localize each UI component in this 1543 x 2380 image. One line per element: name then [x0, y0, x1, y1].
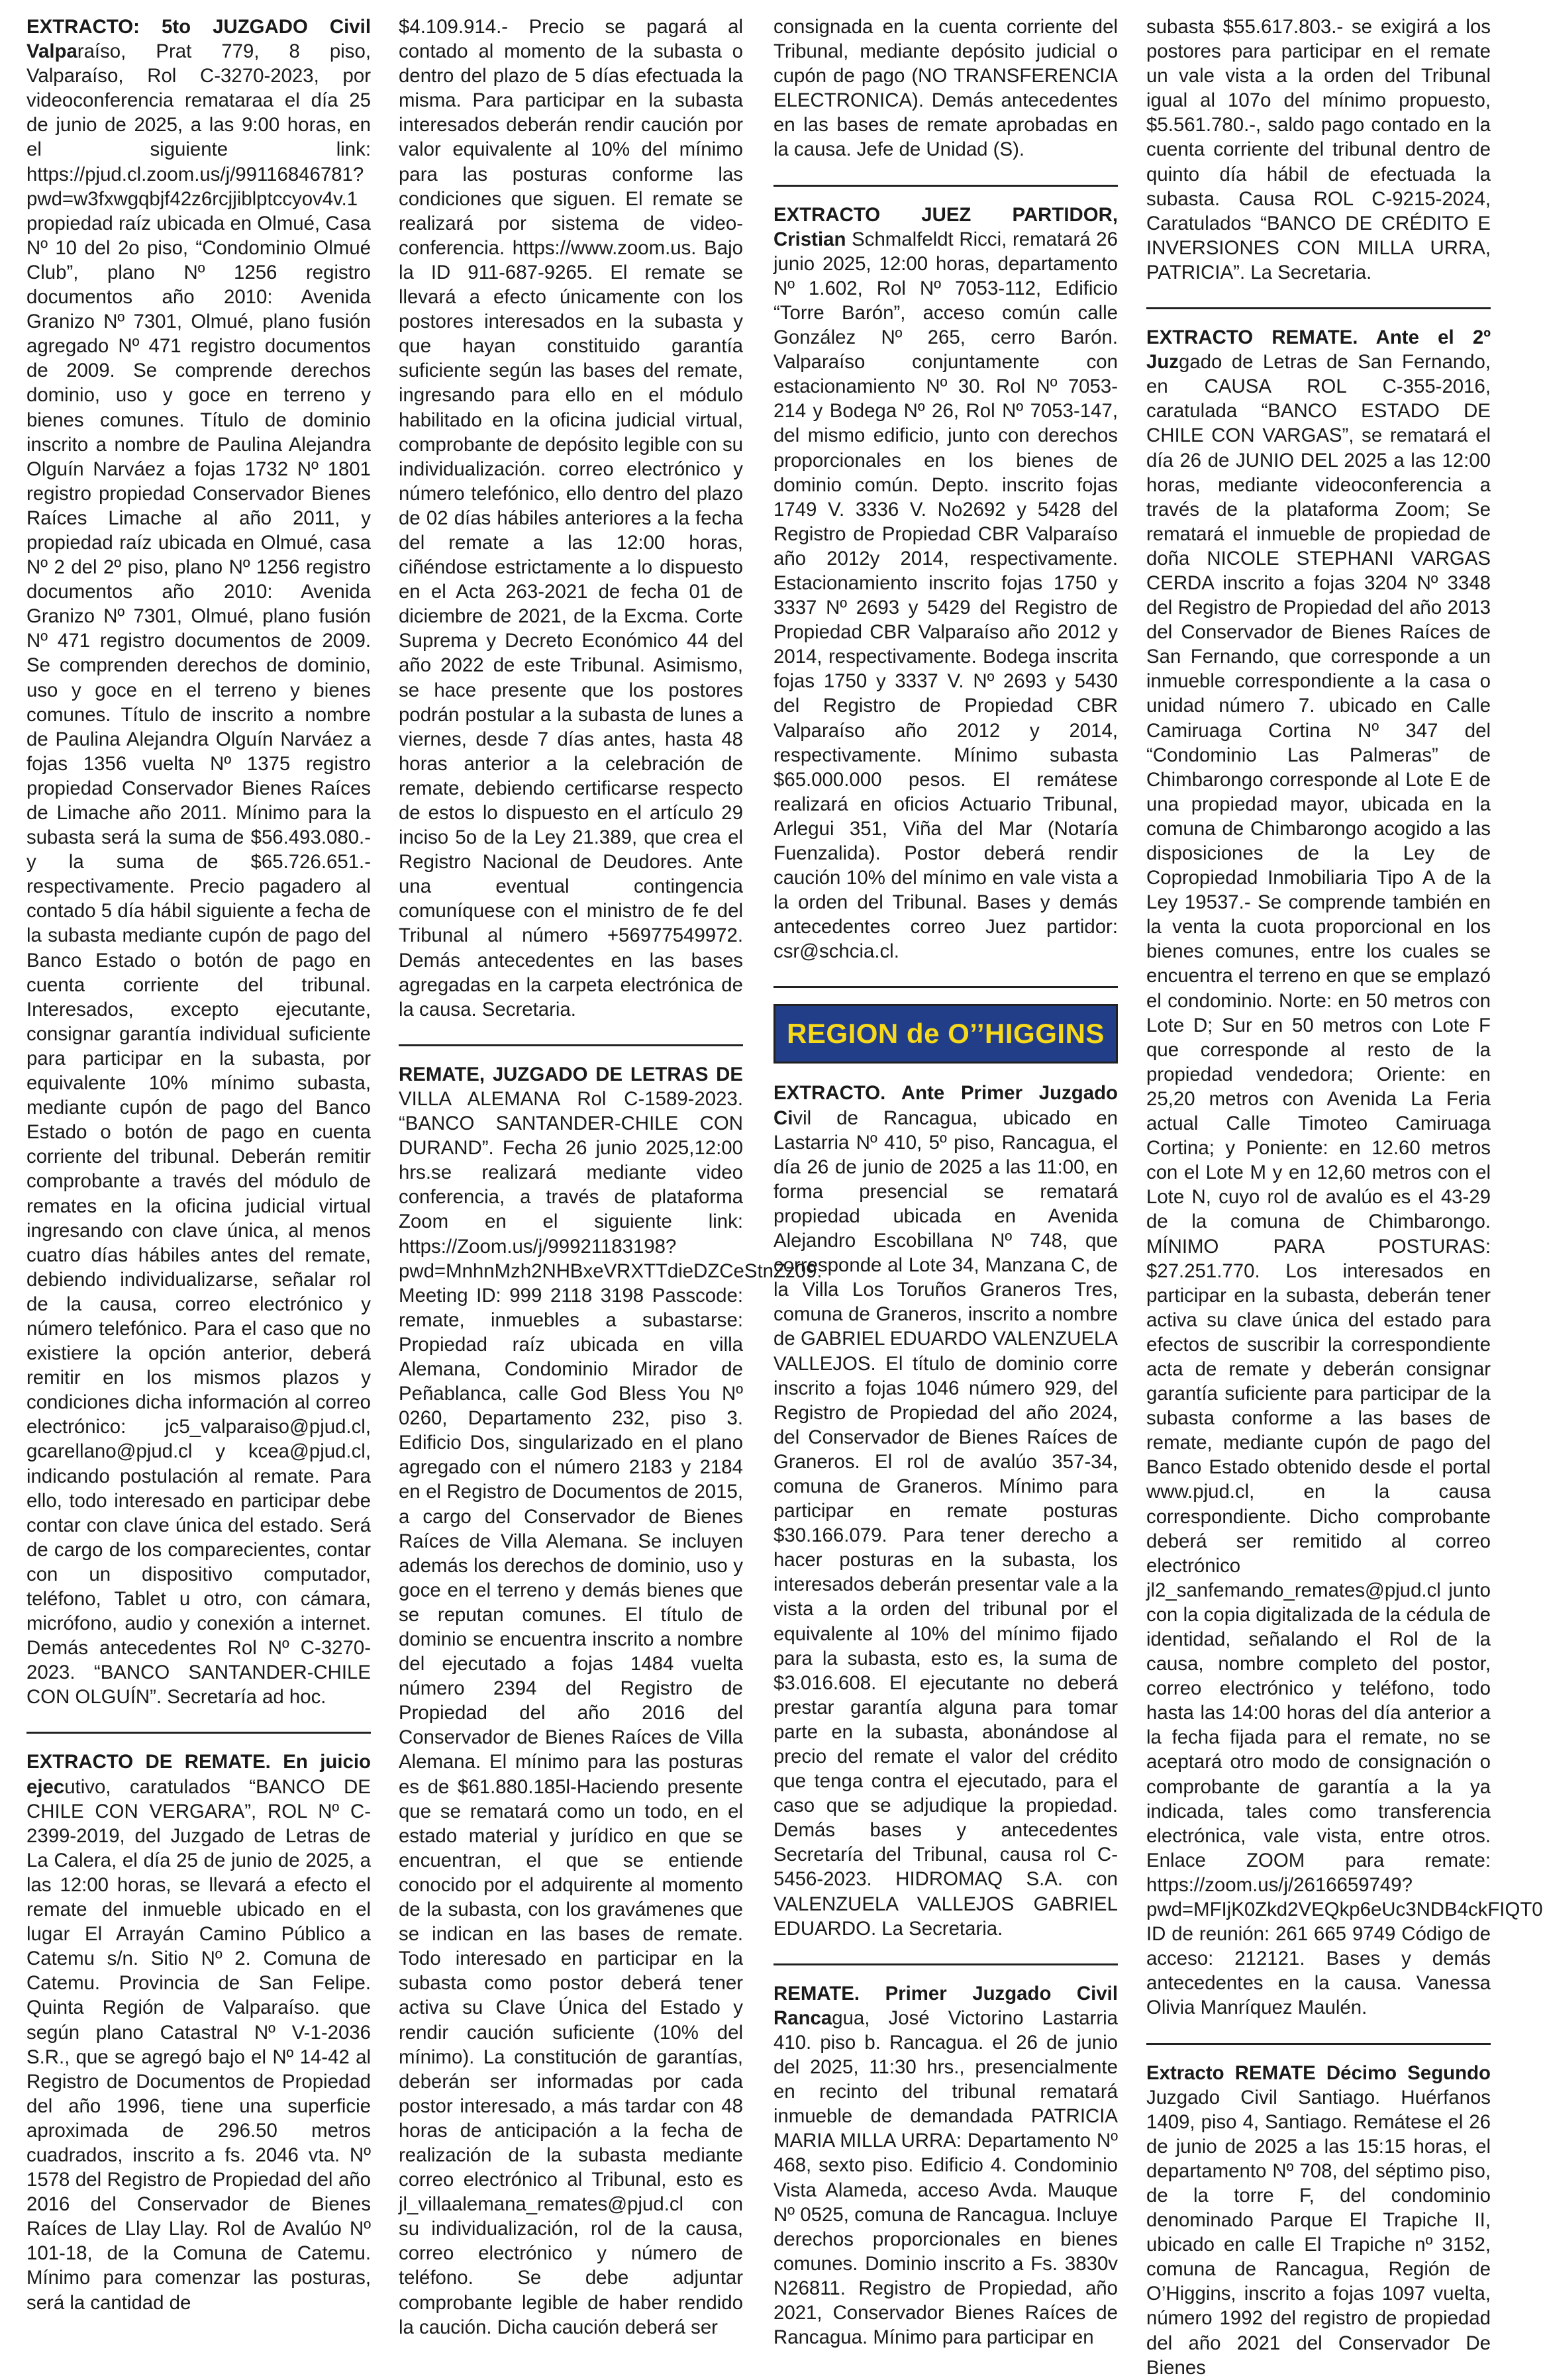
notice: [773, 1081, 1118, 1940]
notice-heading: REMATE, JUZGADO DE LETRAS DE: [399, 1063, 743, 1085]
divider: [773, 986, 1118, 988]
notice-body: raíso, Prat 779, 8 piso, Valparaíso, Rol C-3270-2023, por videoconferencia remataraa el día 25 de junio de 2025, a las 9:00 horas, en el siguiente link: https://pjud.cl.zoom.us/j/99116846781?pwd=w3fxwgqbjf42z6rcjjiblptccyov4v.1 propiedad raíz ubicada en Olmué, Casa Nº 10 del 2o piso, “Condominio Olmué Club”, plano Nº 1256 registro documentos año 2010: Avenida Granizo Nº 7301, Olmué, plano fusión agregado Nº 471 registro documentos de 2009. Se comprende derechos dominio, uso y goce en terreno y bienes comunes. Título de dominio inscrito a nombre de Paulina Alejandra Olguín Narváez a fojas 1732 Nº 1801 registro propiedad Conservador Bienes Raíces Limache al año 2011, y propiedad raíz ubicada en Olmué, casa Nº 2 del 2º piso, plano Nº 1256 registro documentos año 2010: Avenida Granizo Nº 7301, Olmué, plano fusión Nº 471 registro documentos de 2009. Se comprenden derechos de dominio, uso y goce en el terreno y bienes comunes. Título de inscrito a nombre de Paulina Alejandra Olguín Narváez a fojas 1356 vuelta Nº 1375 registro propiedad Conservador Bienes Raíces de Limache año 2011. Mínimo para la subasta será la suma de $56.493.080.- y la suma de $65.726.651.- respectivamente. Precio pagadero al contado 5 día hábil siguiente a fecha de la subasta mediante cupón de pago del Banco Estado o botón de pago en cuenta corriente del tribunal. Interesados, excepto ejecutante, consignar garantía individual suficiente para participar en la subasta, por equivalente 10% mínimo subasta, mediante cupón de pago del Banco Estado o botón de pago en cuenta corriente del tribunal. Deberán remitir comprobante a través del módulo de remates en la oficina judicial virtual ingresando con clave única, al menos cuatro días hábiles antes del remate, debiendo individualizarse, señalar rol de la causa, correo electrónico y número telefónico. Para el caso que no existiere la opción anterior, deberá remitir en los mismos plazos y condiciones dicha información al correo electrónico: jc5_valparaiso@pjud.cl, gcarellano@pjud.cl y kcea@pjud.cl, indicando postulación al remate. Para ello, todo interesado en participar debe contar con clave única del estado. Será de cargo de los comparecientes, contar con un dispositivo computador, teléfono, Tablet u otro, con cámara, micrófono, audio y conexión a internet. Demás antecedentes Rol Nº C-3270-2023. “BANCO SANTANDER-CHILE CON OLGUÍN”. Secretaría ad hoc.: [26, 40, 371, 1709]
column-1: [26, 15, 371, 2314]
notice-body: utivo, caratulados “BANCO DE CHILE CON VERGARA”, ROL Nº C-2399-2019, del Juzgado de Letras de La Calera, el día 25 de junio de 2025, a las 12:00 horas, se llevará a efecto el remate del inmueble ubicado en el lugar El Arrayán Camino Público a Catemu s/n. Sitio Nº 2. Comuna de Catemu. Provincia de San Felipe. Quinta Región de Valparaíso. que según plano Catastral Nº V-1-2036 S.R., que se agregó bajo el Nº 14-42 al Registro de Documentos de Propiedad del año 1996, tiene una superficie aproximada de 296.50 metros cuadrados, inscrito a fs. 2046 vta. Nº 1578 del Registro de Propiedad del año 2016 del Conservador de Bienes Raíces de Llay Llay. Rol de Avalúo Nº 101-18, de la Comuna de Catemu. Mínimo para comenzar las posturas, será la cantidad de: [26, 1775, 371, 2314]
notice: [1146, 15, 1491, 285]
notice-body: Juzgado Civil Santiago. Huérfanos 1409, piso 4, Santiago. Remátese el 26 de junio de 2025 a las 15:15 horas, el departamento Nº 708, del séptimo piso, de la torre F, del condominio denominado Parque El Trapiche II, ubicado en calle El Trapiche nº 3152, comuna de Rancagua, Región de O’Higgins, inscrito a fojas 1097 vuelta, número 1992 del registro de propiedad del año 2021 del Conservador De Bienes: [1146, 2086, 1491, 2379]
notice: [773, 15, 1118, 162]
notice: [773, 203, 1118, 964]
notice-heading: REMATE. Primer Juzgado Civil Ranca: [773, 1982, 1118, 2029]
notice-body: Schmalfeldt Ricci, rematará 26 junio 2025, 12:00 horas, departamento Nº 1.602, Rol Nº 7053-112, Edificio “Torre Barón”, acceso común calle González Nº 265, cerro Barón. Valparaíso conjuntamente con estacionamiento Nº 30. Rol Nº 7053-214 y Bodega Nº 26, Rol Nº 7053-147, del mismo edificio, junto con derechos proporcionales en los bienes de dominio común. Depto. inscrito fojas 1749 V. 3336 V. No2692 y 5428 del Registro de Propiedad CBR Valparaíso año 2012y 2014, respectivamente. Estacionamiento inscrito fojas 1750 y 3337 Nº 2693 y 5429 del Registro de Propiedad CBR Valparaíso año 2012 y 2014, respectivamente. Bodega inscrita fojas 1750 y 3337 V. Nº 2693 y 5430 del Registro de Propiedad CBR Valparaíso año 2012 y 2014, respectivamente. Mínimo subasta $65.000.000 pesos. El remátese realizará en oficios Actuario Tribunal, Arlegui 351, Viña del Mar (Notaría Fuenzalida). Postor deberá rendir caución 10% del mínimo en vale vista a la orden del Tribunal. Bases y demás antecedentes correo Juez partidor: csr@schcia.cl.: [773, 228, 1118, 963]
notice: [26, 1750, 371, 2314]
notice-body: VILLA ALEMANA Rol C-1589-2023. “BANCO SANTANDER-CHILE CON DURAND”. Fecha 26 junio 2025,12:00 hrs.se realizará mediante video conferencia, a través de plataforma Zoom en el siguiente link: https://Zoom.us/j/99921183198?pwd=MnhnMzh2NHBxeVRXTTdieDZCeStnZz09. Meeting ID: 999 2118 3198 Passcode: remate, inmuebles a subastarse: Propiedad raíz ubicada en villa Alemana, Condominio Mirador de Peñablanca, calle God Bless You Nº 0260, Departamento 232, piso 3. Edificio Dos, singularizado en el plano agregado con el número 2183 y 2184 en el Registro de Documentos de 2015, a cargo del Conservador de Bienes Raíces de Villa Alemana. Se incluyen además los derechos de dominio, uso y goce en el terreno y demás bienes que se reputan comunes. El título de dominio se encuentra inscrito a nombre del ejecutado a fojas 1484 vuelta número 2394 del Registro de Propiedad del año 2016 del Conservador de Bienes Raíces de Villa Alemana. El mínimo para las posturas es de $61.880.185l-Haciendo presente que se rematará como un todo, en el estado material y jurídico en que se encuentran, el que se entiende conocido por el adquirente al momento de la subasta, con los gravámenes que se indican en las bases de remate. Todo interesado en participar en la subasta como postor deberá tener activa su Clave Única del Estado y rendir caución suficiente (10% del mínimo). La constitución de garantías, deberán ser informadas por cada postor interesado, a más tardar con 48 horas de anticipación a la fecha de realización de la subasta mediante correo electrónico al Tribunal, esto es jl_villaalemana_remates@pjud.cl con su individualización, rol de la causa, correo electrónico y número de teléfono. Se debe adjuntar comprobante legible de haber rendido la caución. Dicha caución deberá ser: [399, 1087, 822, 2338]
notice-heading: EXTRACTO: 5to JUZGADO Civil Valpa: [26, 16, 371, 63]
column-3: [773, 15, 1118, 2349]
notice-body: consignada en la cuenta corriente del Tribunal, mediante depósito judicial o cupón de pago (NO TRANSFERENCIA ELECTRONICA). Demás antecedentes en las bases de remate aprobadas en la causa. Jefe de Unidad (S).: [773, 16, 1118, 161]
divider: [1146, 307, 1491, 309]
notice: [399, 1062, 822, 2340]
column-2: [399, 15, 822, 2338]
notice: [399, 15, 743, 1022]
notice: [773, 1981, 1118, 2350]
region-banner: REGION de O’’HIGGINS: [773, 1004, 1118, 1064]
notice-heading: EXTRACTO. Ante Primer Juzgado Ci: [773, 1082, 1118, 1129]
notice-body: $4.109.914.- Precio se pagará al contado al momento de la subasta o dentro del plazo de 5 días efectuada la misma. Para participar en la subasta interesados deberán rendir caución por valor equivalente al 10% del mínimo para las posturas conforme las condiciones que siguen. El remate se realizará por sistema de video-conferencia. https://www.zoom.us. Bajo la ID 911-687-9265. El remate se llevará a efecto únicamente con los postores interesados en la subasta y que hayan constituido garantía suficiente según las bases del remate, ingresando para ello en el módulo habilitado en la oficina judicial virtual, comprobante de depósito legible con su individualización. correo electrónico y número telefónico, ello dentro del plazo de 02 días hábiles anteriores a la fecha del remate a las 12:00 horas, ciñéndose estrictamente a lo dispuesto en el Acta 263-2021 de fecha 01 de diciembre de 2021, de la Excma. Corte Suprema y Decreto Económico 44 del año 2022 de este Tribunal. Asimismo, se hace presente que los postores podrán postular a la subasta de lunes a viernes, desde 7 días antes, hasta 48 horas anterior a la celebración de remate, debiendo certificarse respecto de estos lo dispuesto en el artículo 29 inciso 5o de la Ley 21.389, que crea el Registro Nacional de Deudores. Ante una eventual contingencia comuníquese con el ministro de fe del Tribunal al número +56977549972. Demás antecedentes en las bases agregadas en la carpeta electrónica de la causa. Secretaria.: [399, 16, 743, 1020]
divider: [773, 1963, 1118, 1965]
column-4: [1146, 15, 1543, 2379]
notice: [1146, 2061, 1491, 2380]
notice: [1146, 325, 1543, 2020]
notice-heading: EXTRACTO DE REMATE. En juicio ejec: [26, 1751, 371, 1798]
notice-body: subasta $55.617.803.- se exigirá a los postores para participar en el remate un vale vista a la orden del Tribunal igual al 107o del mínimo propuesto, $5.561.780.-, saldo pago contado en la cuenta corriente del tribunal dentro de quinto día hábil de efectuada la subasta. Causa ROL C-9215-2024, Caratulados “BANCO DE CRÉDITO E INVERSIONES CON MILLA URRA, PATRICIA”. La Secretaria.: [1146, 16, 1491, 283]
divider: [399, 1044, 743, 1046]
notice-heading: EXTRACTO JUEZ PARTIDOR, Cristian: [773, 203, 1118, 250]
notice: [26, 15, 371, 1709]
divider: [1146, 2043, 1491, 2045]
notice-body: gado de Letras de San Fernando, en CAUSA ROL C-355-2016, caratulada “BANCO ESTADO DE CHILE CON VARGAS”, se rematará el día 26 de JUNIO DEL 2025 a las 12:00 horas, mediante videoconferencia a través de la plataforma Zoom; Se rematará el inmueble de propiedad de doña NICOLE STEPHANI VARGAS CERDA inscrito a fojas 3204 Nº 3348 del Registro de Propiedad del año 2013 del Conservador de Bienes Raíces de San Fernando, que corresponde a un inmueble correspondiente a la casa o unidad número 7. ubicado en Calle Camiruaga Cortina Nº 347 del “Condominio Las Palmeras” de Chimbarongo corresponde al Lote E de una propiedad mayor, ubicada en la comuna de Chimbarongo acogido a las disposiciones de la Ley de Copropiedad Inmobiliaria Tipo A de la Ley 19537.- Se comprende también en la venta la cuota proporcional en los bienes comunes, entre los cuales se encuentra el terreno en que se emplazó el condominio. Norte: en 50 metros con Lote D; Sur en 50 metros con Lote F que corresponde al resto de la propiedad vendedora; Oriente: en 25,20 metros con Avenida La Feria actual Calle Timoteo Camiruaga Cortina; y Poniente: en 12.60 metros con el Lote M y en 12,60 metros con el Lote N, cuyo rol de avalúo es el 43-29 de la comuna de Chimbarongo. MÍNIMO PARA POSTURAS: $27.251.770. Los interesados en participar en la subasta, deberán tener activa su clave única del estado para efectos de suscribir la correspondiente acta de remate y deberán consignar garantía suficiente para participar de la subasta conforme a las bases de remate, mediante cupón de pago del Banco Estado obtenido desde el portal www.pjud.cl, en la causa correspondiente. Dicho comprobante deberá ser remitido al correo electrónico jl2_sanfemando_remates@pjud.cl junto con la copia digitalizada de la cédula de identidad, señalando el Rol de la causa, nombre completo del postor, correo electrónico y teléfono, todo hasta las 14:00 horas del día anterior a la fecha fijada para el remate, no se aceptará otro modo de consignación o comprobante de garantía a la ya indicada, tales como transferencia electrónica, vale vista, entre otros. Enlace ZOOM para remate: https://zoom.us/j/2616659749?pwd=MFIjK0Zkd2VEQkp6eUc3NDB4ckFIQT0 ID de reunión: 261 665 9749 Código de acceso: 212121. Bases y demás antecedentes en la causa. Vanessa Olivia Manríquez Maulén.: [1146, 351, 1543, 2019]
notice-body: vil de Rancagua, ubicado en Lastarria Nº 410, 5º piso, Rancagua, el día 26 de junio de 2025 a las 11:00, en forma presencial se rematará propiedad ubicada en Avenida Alejandro Escobillana Nº 748, que corresponde al Lote 34, Manzana C, de la Villa Los Toruños Graneros Tres, comuna de Graneros, inscrito a nombre de GABRIEL EDUARDO VALENZUELA VALLEJOS. El título de dominio corre inscrito a fojas 1046 número 929, del Registro de Propiedad del año 2024, del Conservador de Bienes Raíces de Graneros. El rol de avalúo 357-34, comuna de Graneros. Mínimo para participar en remate posturas $30.166.079. Para tener derecho a hacer posturas en la subasta, los interesados deberán presentar vale a la vista a la orden del tribunal por el equivalente al 10% del mínimo fijado para la subasta, esto es, la suma de $3.016.608. El ejecutante no deberá prestar garantía alguna para tomar parte en la subasta, abonándose al precio del remate el valor del crédito que tenga contra el ejecutado, para el caso que se adjudique la propiedad. Demás bases y antecedentes Secretaría del Tribunal, causa rol C-5456-2023. HIDROMAQ S.A. con VALENZUELA VALLEJOS GABRIEL EDUARDO. La Secretaria.: [773, 1107, 1118, 1940]
notice-heading: EXTRACTO REMATE. Ante el 2º Juz: [1146, 326, 1491, 373]
notice-body: gua, José Victorino Lastarria 410. piso b. Rancagua. el 26 de junio del 2025, 11:30 hrs., presencialmente en recinto del tribunal rematará inmueble de demandada PATRICIA MARIA MILLA URRA: Departamento Nº 468, sexto piso. Edificio 4. Condominio Vista Alameda, acceso Avda. Mauque Nº 0525, comuna de Rancagua. Incluye derechos proporcionales en bienes comunes. Dominio inscrito a Fs. 3830v N26811. Registro de Propiedad, año 2021, Conservador Bienes Raíces de Rancagua. Mínimo para participar en: [773, 2007, 1118, 2349]
divider: [773, 185, 1118, 187]
divider: [26, 1732, 371, 1734]
notice-heading: Extracto REMATE Décimo Segundo: [1146, 2061, 1491, 2084]
